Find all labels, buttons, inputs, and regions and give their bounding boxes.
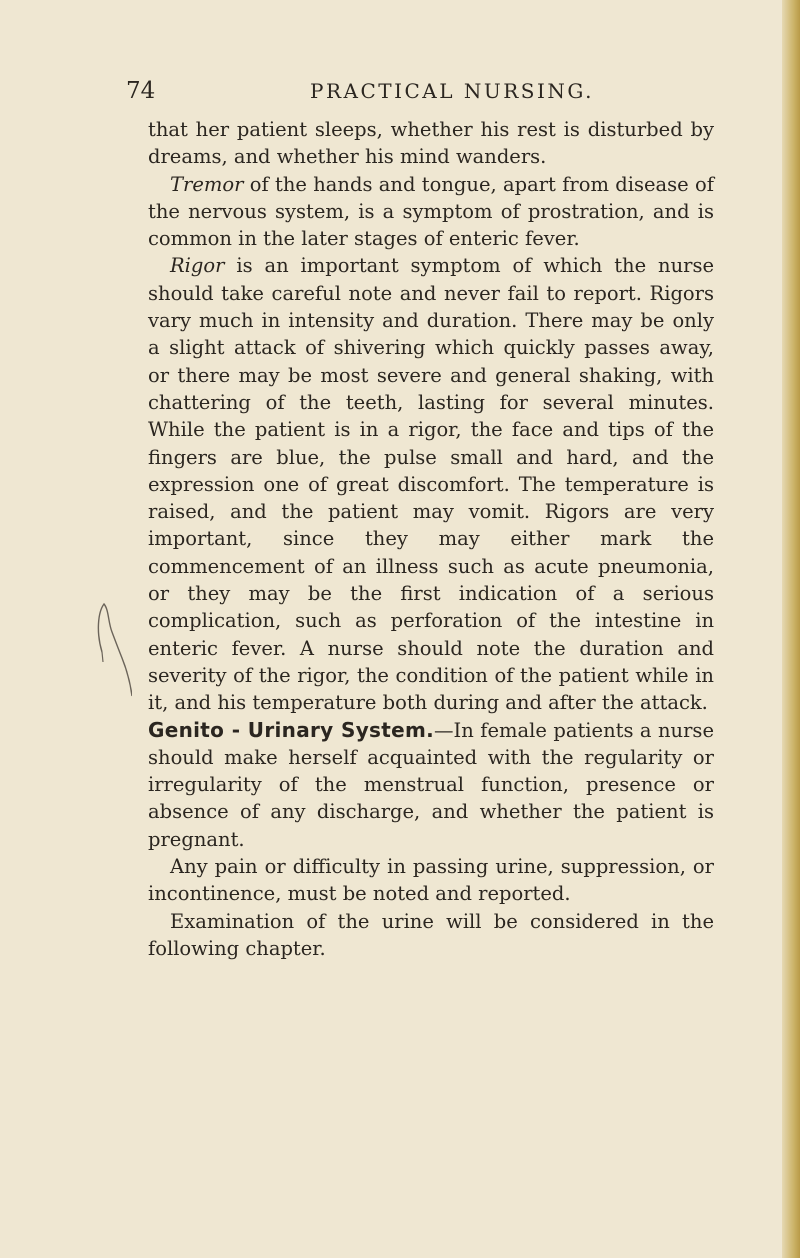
pencil-margin-mark	[82, 592, 132, 702]
paragraph-text: —In female patients a nurse should make herself acquainted with the regularity or irregularity of the menstrual function, presence or absence of any discharge, and whether the patient is pregnant.	[148, 718, 714, 851]
paragraph: that her patient sleeps, whether his rest is disturbed by dreams, and whether his mind wanders.	[148, 118, 714, 169]
page-edge-shadow	[782, 0, 800, 1258]
page-header	[126, 76, 726, 106]
section-heading: Genito - Urinary System.	[148, 717, 435, 742]
page-number: 74	[126, 78, 156, 104]
paragraph-rigor	[148, 252, 714, 716]
paragraph-text: is an important symptom of which the nurse should take careful note and never fail to report. Rigors vary much in intensity and duration. There may be only a slight attack of shivering which quickly passes away, or there may be most severe and general shaking, with chattering of the teeth, lasting for several minutes. While the patient is in a rigor, the face and tips of the fingers are blue, the pulse small and hard, and the expression one of great discomfort. The temperature is raised, and the patient may vomit. Rigors are very important, since they may either mark the commencement of an illness such as acute pneumonia, or they may be the first indication of a serious complication, such as perforation of the intestine in enteric fever. A nurse should note the duration and severity of the rigor, the condition of the patient while in it, and his temperature both during and after the attack.	[148, 254, 714, 715]
paragraph: Examination of the urine will be considered in the following chapter.	[148, 909, 714, 960]
paragraph-tremor	[148, 171, 714, 253]
term-tremor: Tremor	[170, 172, 244, 196]
paragraph-text: of the hands and tongue, apart from disease of the nervous system, is a symptom of prostration, and is common in the later stages of enteric fever.	[148, 172, 714, 251]
paragraph: Any pain or difficulty in passing urine, suppression, or incontinence, must be noted and reported.	[148, 855, 714, 906]
running-head: PRACTICAL NURSING.	[310, 79, 595, 103]
body-text	[148, 116, 714, 962]
paragraph-genito-urinary	[148, 717, 714, 853]
term-rigor: Rigor	[170, 254, 225, 278]
